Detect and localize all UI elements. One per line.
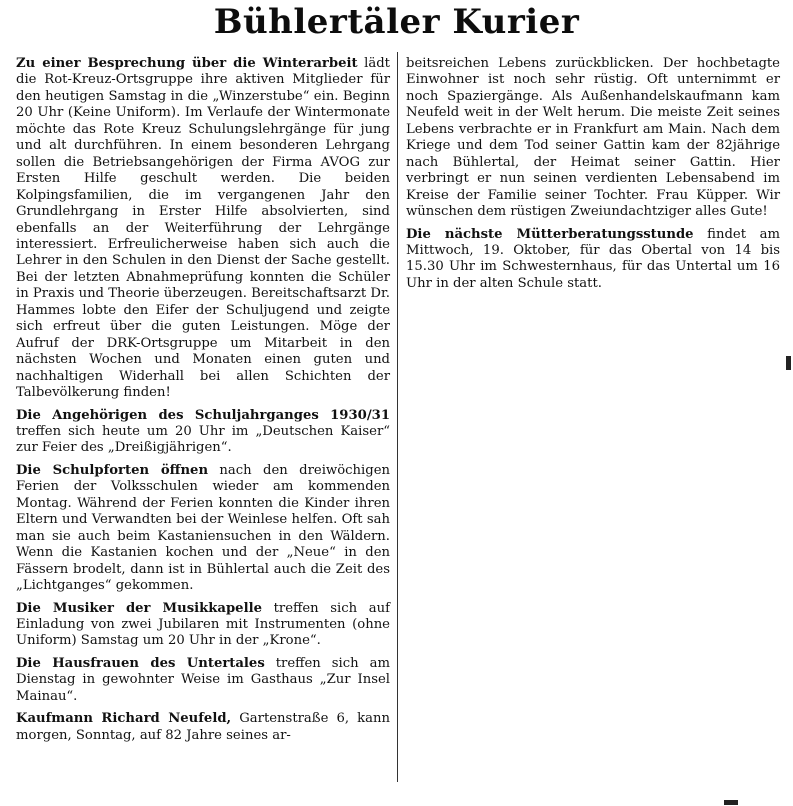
- print-speck: [786, 356, 791, 370]
- article-lead: Die nächste Mütterberatungsstunde: [406, 226, 694, 242]
- article-lead: Die Schulpforten öffnen: [16, 462, 209, 478]
- article-schuljahrgang: [16, 408, 390, 457]
- left-column: [16, 56, 390, 750]
- print-speck: [724, 800, 738, 805]
- article-body: treffen sich auf Einladung von zwei Jubilaren mit Instrumenten (ohne Uniform) Samstag um 20 Uhr in der „Krone“.: [16, 600, 390, 649]
- article-body: findet am Mittwoch, 19. Oktober, für das Obertal von 14 bis 15.30 Uhr im Schwesternhaus, für das Untertal um 16 Uhr in der alten Schule statt.: [406, 226, 780, 291]
- column-divider: [397, 52, 398, 782]
- article-neufeld: [16, 711, 390, 744]
- article-lead: Kaufmann Richard Neufeld,: [16, 711, 232, 727]
- article-body: nach den dreiwöchigen Ferien der Volksschulen wieder am kommenden Montag. Während der Ferien konnten die Kinder ihren Eltern und Verwandten bei der Weinlese helfen. Oft sah man sie auch beim Kastaniensuchen in den Wäldern. Wenn die Kastanien kochen und der „Neue“ in den Fässern brodelt, dann ist in Bühlertal auch die Zeit des „Lichtganges“ gekommen.: [16, 462, 391, 594]
- article-lead: Die Angehörigen des Schuljahrganges 1930/31: [16, 407, 390, 423]
- article-body: Gartenstraße 6, kann morgen, Sonntag, auf 82 Jahre seines ar-: [16, 711, 390, 743]
- newspaper-masthead: Bühlertäler Kurier: [213, 2, 580, 42]
- article-musikkapelle: [16, 601, 390, 650]
- article-body: treffen sich am Dienstag in gewohnter Weise im Gasthaus „Zur Insel Mainau“.: [16, 655, 390, 704]
- right-column: [406, 56, 780, 298]
- article-schulpforten: [16, 463, 390, 595]
- article-lead: Die Musiker der Musikkapelle: [16, 600, 262, 616]
- article-muetterberatung: [406, 227, 780, 293]
- article-body: lädt die Rot-Kreuz-Ortsgruppe ihre aktiven Mitglieder für den heutigen Samstag in die „Winzerstube“ ein. Beginn 20 Uhr (Keine Uniform). Im Verlaufe der Wintermonate möchte das Rote Kreuz Schulungslehrgänge für jung und alt durchführen. In einem besonderen Lehrgang sollen die Betriebsangehörigen der Firma AVOG zur Ersten Hilfe geschult werden. Die beiden Kolpingsfamilien, die im vergangenen Jahr den Grundlehrgang in Erster Hilfe absolvierten, sind ebenfalls an der Weiterführung der Lehrgänge interessiert. Erfreulicherweise haben sich auch die Lehrer in den Schulen in den Dienst der Sache gestellt. Bei der letzten Abnahmeprüfung konnten die Schüler in Praxis und Theorie überzeugen. Bereitschaftsarzt Dr. Hammes lobte den Eifer der Schuljugend und zeigte sich erfreut über die guten Leistungen. Möge der Aufruf der DRK-Ortsgruppe um Mitarbeit in den nächsten Wochen und Monaten einen guten und nachhaltigen Widerhall bei allen Schichten der Talbevölkerung finden!: [16, 56, 390, 401]
- article-hausfrauen: [16, 656, 390, 705]
- article-body: beitsreichen Lebens zurückblicken. Der hochbetagte Einwohner ist noch sehr rüstig. Oft unternimmt er noch Spaziergänge. Als Außenhandelskaufmann kam Neufeld weit in der Welt herum. Die meiste Zeit seines Lebens verbrachte er in Frankfurt am Main. Nach dem Kriege und dem Tod seiner Gattin kam der 82jährige nach Bühlertal, der Heimat seiner Gattin. Hier verbringt er nun seinen verdienten Lebensabend im Kreise der Familie seiner Tochter. Frau Küpper. Wir wünschen dem rüstigen Zweiundachtziger alles Gute!: [406, 56, 780, 220]
- article-neufeld-continued: [406, 56, 780, 221]
- article-lead: Zu einer Besprechung über die Winterarbeit: [16, 56, 358, 71]
- article-winterarbeit: [16, 56, 390, 402]
- article-body: treffen sich heute um 20 Uhr im „Deutschen Kaiser“ zur Feier des „Dreißigjährigen“.: [16, 423, 390, 456]
- article-lead: Die Hausfrauen des Untertales: [16, 655, 265, 671]
